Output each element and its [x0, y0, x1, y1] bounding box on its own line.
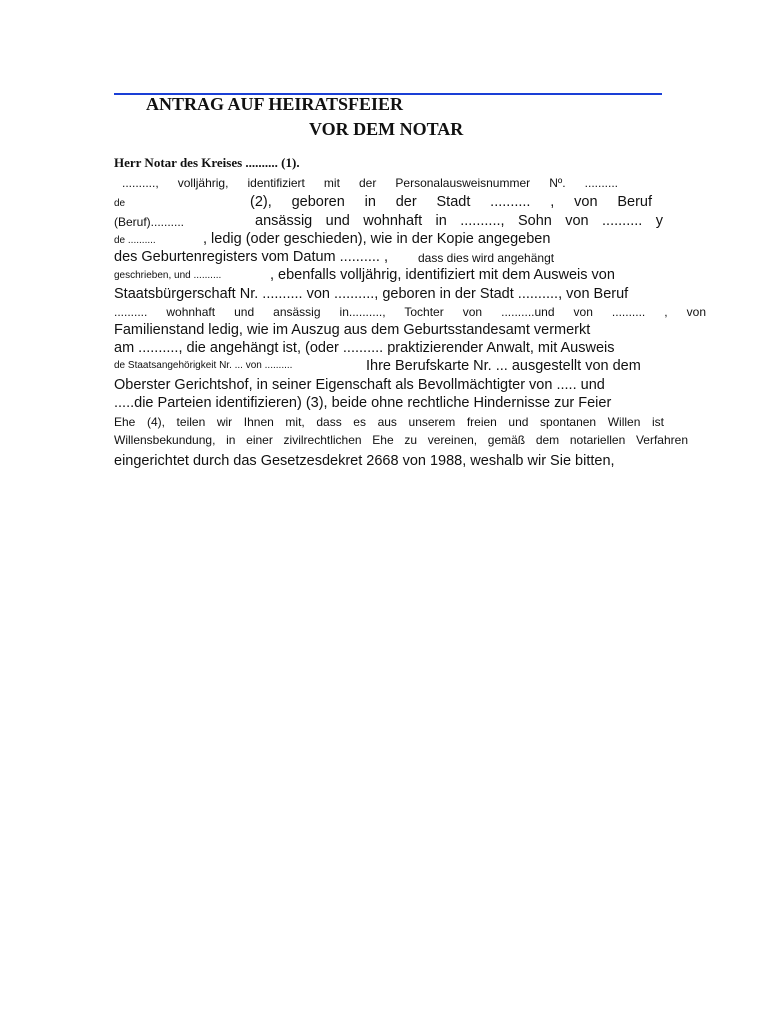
- body-line-6b: , ebenfalls volljährig, identifiziert mit dem Ausweis von: [270, 267, 615, 283]
- body-line-2a: de: [114, 198, 126, 209]
- body-line-13: .....die Parteien identifizieren) (3), beide ohne rechtliche Hindernisse zur Feier: [114, 395, 612, 411]
- body-line-11a: de Staatsangehörigkeit Nr. ... von ..........: [114, 360, 293, 371]
- body-line-2b: (2), geboren in der Stadt .......... , von Beruf: [250, 194, 652, 210]
- body-line-9: Familienstand ledig, wie im Auszug aus dem Geburtsstandesamt vermerkt: [114, 322, 591, 338]
- body-line-4b: , ledig (oder geschieden), wie in der Kopie angegeben: [203, 231, 551, 247]
- body-line-8: .......... wohnhaft und ansässig in.........., Tochter von ..........und von .......... , von: [114, 305, 706, 319]
- body-line-3a: (Beruf)..........: [114, 215, 185, 229]
- title-line-2: VOR DEM NOTAR: [309, 119, 464, 139]
- body-line-3b: ansässig und wohnhaft in .........., Sohn von .......... y: [255, 213, 663, 229]
- body-line-7: Staatsbürgerschaft Nr. .......... von .........., geboren in der Stadt .........., von Beruf: [114, 286, 629, 302]
- body-line-4a: de ..........: [114, 235, 156, 246]
- body-line-5b: dass dies wird angehängt: [418, 251, 555, 265]
- body-line-1: .........., volljährig, identifiziert mit der Personalausweisnummer Nº. ..........: [122, 176, 618, 190]
- body-line-6a: geschrieben, und ..........: [114, 270, 222, 281]
- salutation: Herr Notar des Kreises .......... (1).: [114, 155, 300, 170]
- body-line-12: Oberster Gerichtshof, in seiner Eigenschaft als Bevollmächtigter von ..... und: [114, 377, 605, 393]
- body-line-14: Ehe (4), teilen wir Ihnen mit, dass es aus unserem freien und spontanen Willen ist: [114, 415, 664, 429]
- title-line-1: ANTRAG AUF HEIRATSFEIER: [146, 94, 404, 114]
- body-line-11b: Ihre Berufskarte Nr. ... ausgestellt von dem: [366, 358, 641, 374]
- body-line-15: Willensbekundung, in einer zivilrechtlichen Ehe zu vereinen, gemäß dem notariellen Verfahren: [114, 433, 688, 447]
- body-line-5a: des Geburtenregisters vom Datum .......... ,: [114, 249, 388, 265]
- body-line-10: am .........., die angehängt ist, (oder .......... praktizierender Anwalt, mit Ausweis: [114, 340, 615, 356]
- body-line-16: eingerichtet durch das Gesetzesdekret 2668 von 1988, weshalb wir Sie bitten,: [114, 453, 615, 469]
